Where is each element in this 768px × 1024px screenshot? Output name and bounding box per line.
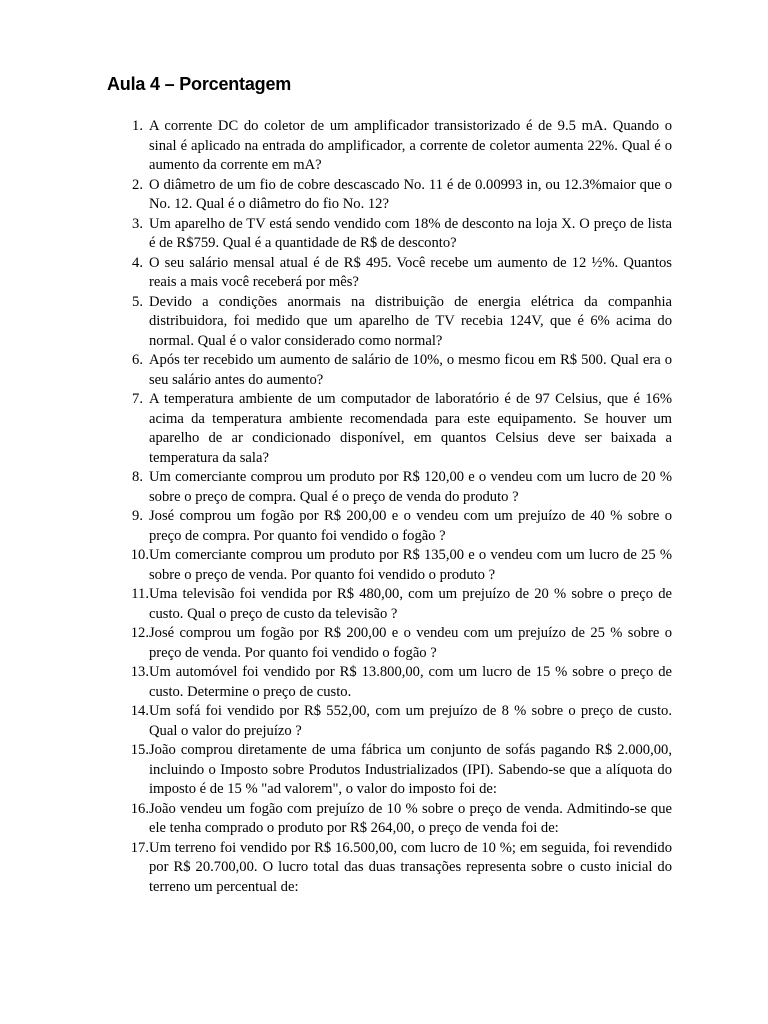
question-number: 17. [130, 839, 149, 856]
question-item [125, 468, 672, 507]
question-text: A temperatura ambiente de um computador de laboratório é de 97 Celsius, que é 16% acima da temperatura ambiente recomendada para este equipamento. Se houver um aparelho de ar condicionado disponível, em quantos Celsius deve ser baixada a temperatura da sala? [149, 391, 672, 466]
question-item [125, 585, 672, 624]
question-text: João comprou diretamente de uma fábrica um conjunto de sofás pagando R$ 2.000,00, incluindo o Imposto sobre Produtos Industrializados (IPI). Sabendo-se que a alíquota do imposto é de 15 % "ad valorem", o valor do imposto foi de: [149, 742, 672, 797]
question-text: Um automóvel foi vendido por R$ 13.800,00, com um lucro de 15 % sobre o preço de custo. Determine o preço de custo. [149, 664, 672, 700]
question-text: A corrente DC do coletor de um amplificador transistorizado é de 9.5 mA. Quando o sinal é aplicado na entrada do amplificador, a corrente de coletor aumenta 22%. Qual é o aumento da corrente em mA? [149, 118, 672, 173]
question-text: Um comerciante comprou um produto por R$ 120,00 e o vendeu com um lucro de 20 % sobre o preço de compra. Qual é o preço de venda do produto ? [149, 469, 672, 505]
question-number: 3. [132, 215, 143, 232]
question-text: O seu salário mensal atual é de R$ 495. Você recebe um aumento de 12 ½%. Quantos reais a mais você receberá por mês? [149, 254, 672, 290]
question-item [125, 624, 672, 663]
question-number: 5. [132, 293, 143, 310]
question-number: 10. [130, 547, 149, 563]
question-item [125, 390, 672, 468]
question-number: 13. [130, 664, 149, 680]
question-item [125, 702, 672, 741]
question-item [125, 546, 672, 585]
question-text: O diâmetro de um fio de cobre descascado No. 11 é de 0.00993 in, ou 12.3%maior que o No. 12. Qual é o diâmetro do fio No. 12? [149, 176, 672, 212]
question-text: José comprou um fogão por R$ 200,00 e o vendeu com um prejuízo de 40 % sobre o preço de compra. Por quanto foi vendido o fogão ? [149, 508, 672, 544]
question-number: 8. [132, 469, 143, 485]
question-item [125, 176, 672, 215]
question-number: 6. [132, 352, 143, 368]
question-text: José comprou um fogão por R$ 200,00 e o vendeu com um prejuízo de 25 % sobre o preço de venda. Por quanto foi vendido o fogão ? [149, 625, 672, 661]
question-text: João vendeu um fogão com prejuízo de 10 % sobre o preço de venda. Admitindo-se que ele tenha comprado o produto por R$ 264,00, o preço de venda foi de: [149, 800, 672, 836]
question-text: Uma televisão foi vendida por R$ 480,00, com um prejuízo de 20 % sobre o preço de custo. Qual o preço de custo da televisão ? [149, 586, 672, 622]
question-text: Um terreno foi vendido por R$ 16.500,00, com lucro de 10 %; em seguida, foi revendido por R$ 20.700,00. O lucro total das duas transações representa sobre o custo inicial do terreno um percentual de: [149, 839, 672, 895]
question-text: Um aparelho de TV está sendo vendido com 18% de desconto na loja X. O preço de lista é de R$759. Qual é a quantidade de R$ de desconto? [149, 215, 672, 251]
question-number: 2. [132, 176, 143, 193]
question-item [125, 293, 672, 352]
question-text: Após ter recebido um aumento de salário de 10%, o mesmo ficou em R$ 500. Qual era o seu salário antes do aumento? [149, 352, 672, 388]
question-item [125, 839, 672, 898]
question-list [125, 117, 672, 897]
question-item [125, 351, 672, 390]
question-number: 12. [130, 625, 149, 641]
question-item [125, 741, 672, 800]
question-number: 16. [130, 800, 149, 817]
question-item [125, 663, 672, 702]
question-number: 11. [131, 586, 149, 602]
question-item [125, 117, 672, 176]
question-item [125, 215, 672, 254]
question-item [125, 254, 672, 293]
question-number: 1. [132, 118, 143, 134]
question-number: 9. [132, 508, 143, 524]
question-number: 15. [130, 742, 149, 758]
question-item [125, 800, 672, 839]
page-title: Aula 4 – Porcentagem [107, 74, 292, 94]
question-number: 7. [132, 391, 143, 407]
question-text: Um comerciante comprou um produto por R$ 135,00 e o vendeu com um lucro de 25 % sobre o preço de venda. Por quanto foi vendido o produto ? [149, 547, 672, 583]
question-number: 4. [132, 254, 143, 271]
question-item [125, 507, 672, 546]
question-number: 14. [130, 703, 149, 719]
question-text: Um sofá foi vendido por R$ 552,00, com um prejuízo de 8 % sobre o preço de custo. Qual o valor do prejuízo ? [149, 703, 672, 739]
question-text: Devido a condições anormais na distribuição de energia elétrica da companhia distribuidora, foi medido que um aparelho de TV recebia 124V, que é 6% acima do normal. Qual é o valor considerado como normal? [149, 293, 672, 349]
